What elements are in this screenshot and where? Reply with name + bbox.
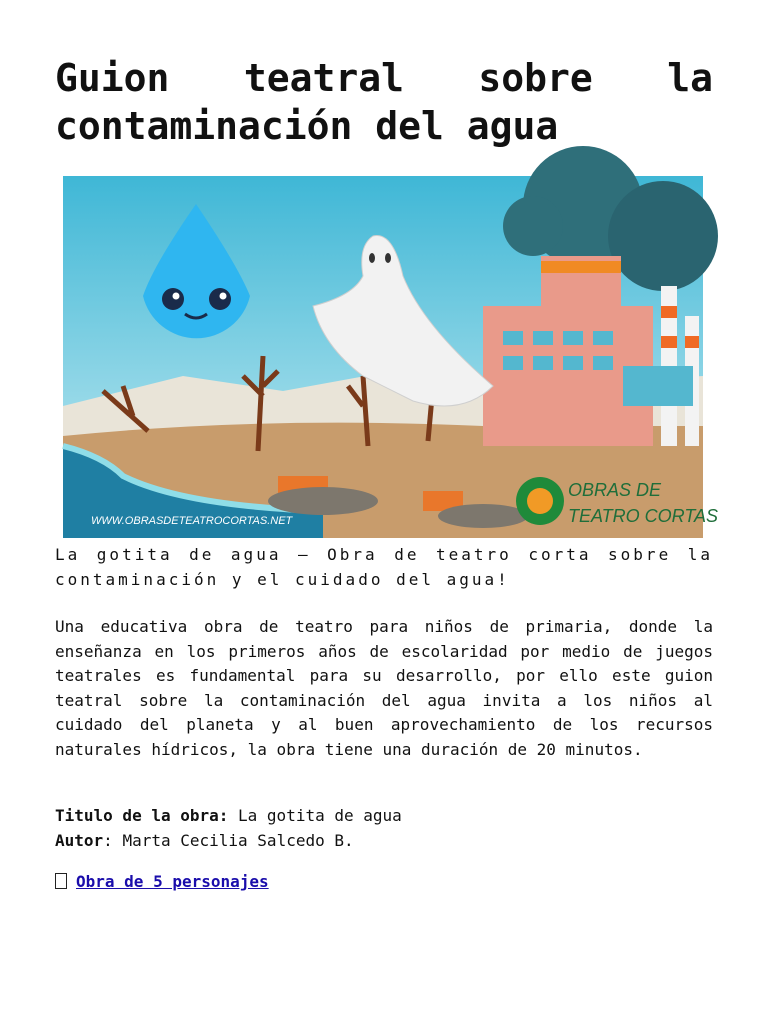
title-line-2: contaminación del agua (55, 104, 559, 148)
author-value: : Marta Cecilia Salcedo B. (103, 830, 354, 850)
play-title-label: Titulo de la obra: (55, 806, 229, 825)
author-label: Autor (55, 830, 104, 850)
watermark-text: WWW.OBRASDETEATROCORTAS.NET (91, 515, 293, 527)
five-characters-link[interactable]: Obra de 5 personajes (76, 872, 269, 891)
hero-illustration (63, 176, 719, 538)
intro-paragraph: Una educativa obra de teatro para niños de primaria, donde la enseñanza en los primeros años de escolaridad por medio de juegos teatrales es fundamental para su desarrollo, por ello este guion teatral sobre la contaminación del agua invita a los niños al cuidado del planeta y al buen aprovechamiento de los recursos naturales hídricos, la obra tiene una duración de 20 minutos. (55, 617, 713, 759)
play-title-value: La gotita de agua (228, 806, 402, 825)
logo-text-2: TEATRO CORTAS (568, 506, 719, 526)
logo-text-1: OBRAS DE (568, 480, 662, 500)
play-title-row (55, 804, 402, 829)
page-title (55, 54, 713, 150)
play-metadata (55, 804, 402, 853)
missing-glyph-icon (55, 873, 67, 889)
image-caption: La gotita de agua – Obra de teatro corta sobre la contaminación y el cuidado del agua! (55, 545, 713, 589)
title-line-1: Guion teatral sobre la (55, 56, 713, 100)
link-row (55, 870, 269, 894)
author-row (55, 829, 402, 854)
